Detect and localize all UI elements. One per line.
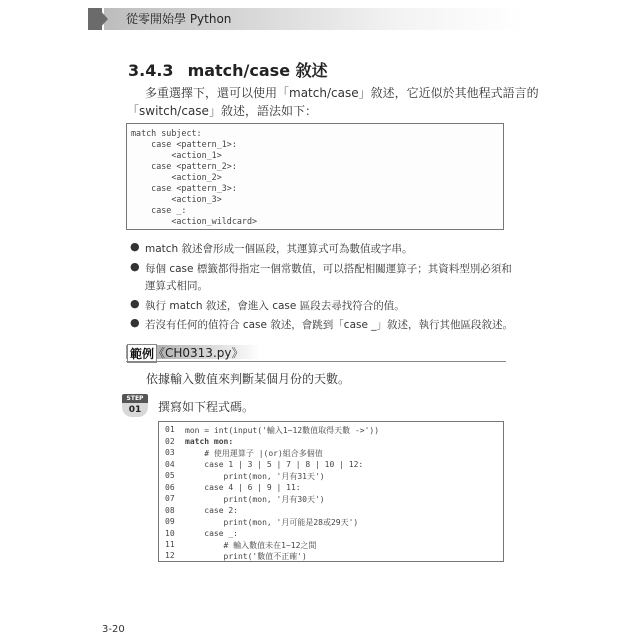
line-number: 05: [165, 471, 175, 480]
step-badge: [122, 394, 148, 416]
step-number: 01: [122, 403, 148, 417]
code-line: match mon:: [185, 436, 234, 446]
page-number: 3-20: [102, 624, 125, 635]
section-heading: [128, 58, 328, 81]
syntax-line: <action_1>: [131, 150, 222, 160]
section-number: 3.4.3: [128, 61, 174, 80]
example-divider: [126, 361, 506, 362]
code-line: case 1 | 3 | 5 | 7 | 8 | 10 | 12:: [185, 459, 364, 469]
code-line: print('數值不正確'): [185, 552, 307, 561]
example-description: 依據輸入數值來判斷某個月份的天數。: [146, 372, 351, 386]
syntax-line: case <pattern_2>:: [131, 161, 237, 171]
line-number: 08: [165, 505, 175, 515]
line-number: 06: [165, 482, 175, 492]
code-line: print(mon, '月有30天'): [185, 495, 325, 504]
step-text: 撰寫如下程式碼。: [158, 400, 255, 414]
line-number: 02: [165, 436, 175, 446]
code-line: case _:: [185, 528, 238, 538]
code-line: # 輸入數值未在1~12之間: [185, 541, 317, 550]
example-filename: 《CH0313.py》: [153, 346, 244, 360]
syntax-line: case _:: [131, 205, 187, 215]
line-number: 07: [165, 494, 175, 503]
line-number: 12: [165, 551, 175, 560]
code-line: # 使用運算子 |(or)組合多個值: [185, 449, 323, 458]
code-line: print(mon, '月可能是28或29天'): [185, 518, 359, 527]
syntax-line: case <pattern_1>:: [131, 139, 237, 149]
line-number: 11: [165, 540, 175, 549]
line-number: 09: [165, 517, 175, 526]
line-number: 01: [165, 425, 175, 434]
syntax-line: <action_2>: [131, 172, 222, 182]
code-line: case 4 | 6 | 9 | 11:: [185, 482, 301, 492]
syntax-line: case <pattern_3>:: [131, 183, 237, 193]
bullet-text: 若沒有任何的值符合 case 敘述，會跳到「case _」敘述，執行其他區段敘述。: [145, 319, 514, 331]
bullet-icon: ●: [130, 316, 140, 329]
bullet-text: match 敘述會形成一個區段，其運算式可為數值或字串。: [145, 243, 413, 255]
bullet-text: 每個 case 標籤都得指定一個常數值，可以搭配相關運算子；其資料型別必須和: [145, 263, 512, 275]
section-title: match/case 敘述: [187, 61, 328, 80]
code-line: mon = int(input('輸入1~12數值取得天數 ->')): [185, 426, 380, 435]
code-line: print(mon, '月有31天'): [185, 472, 325, 481]
code-line: case 2:: [185, 505, 238, 515]
intro-line-1: 多重選擇下，還可以使用「match/case」敘述，它近似於其他程式語言的: [145, 86, 539, 100]
step-label: STEP: [122, 394, 148, 403]
bullet-icon: ●: [130, 260, 140, 273]
bullet-text-continued: 運算式相同。: [145, 280, 208, 292]
header-chevron-icon: [98, 8, 108, 30]
intro-line-2: 「switch/case」敘述，語法如下：: [127, 104, 317, 118]
book-title: 從零開始學 Python: [126, 12, 232, 26]
program-code-box: [158, 421, 504, 562]
bullet-icon: ●: [130, 297, 140, 310]
line-number: 03: [165, 448, 175, 457]
line-number: 10: [165, 528, 175, 538]
syntax-line: <action_wildcard>: [131, 216, 258, 226]
syntax-line: <action_3>: [131, 194, 222, 204]
syntax-line: match subject:: [131, 128, 202, 138]
line-number: 04: [165, 459, 175, 469]
syntax-code-box: [126, 123, 504, 230]
example-tag: 範例: [127, 344, 157, 363]
bullet-text: 執行 match 敘述，會進入 case 區段去尋找符合的值。: [145, 300, 405, 312]
bullet-icon: ●: [130, 240, 140, 253]
